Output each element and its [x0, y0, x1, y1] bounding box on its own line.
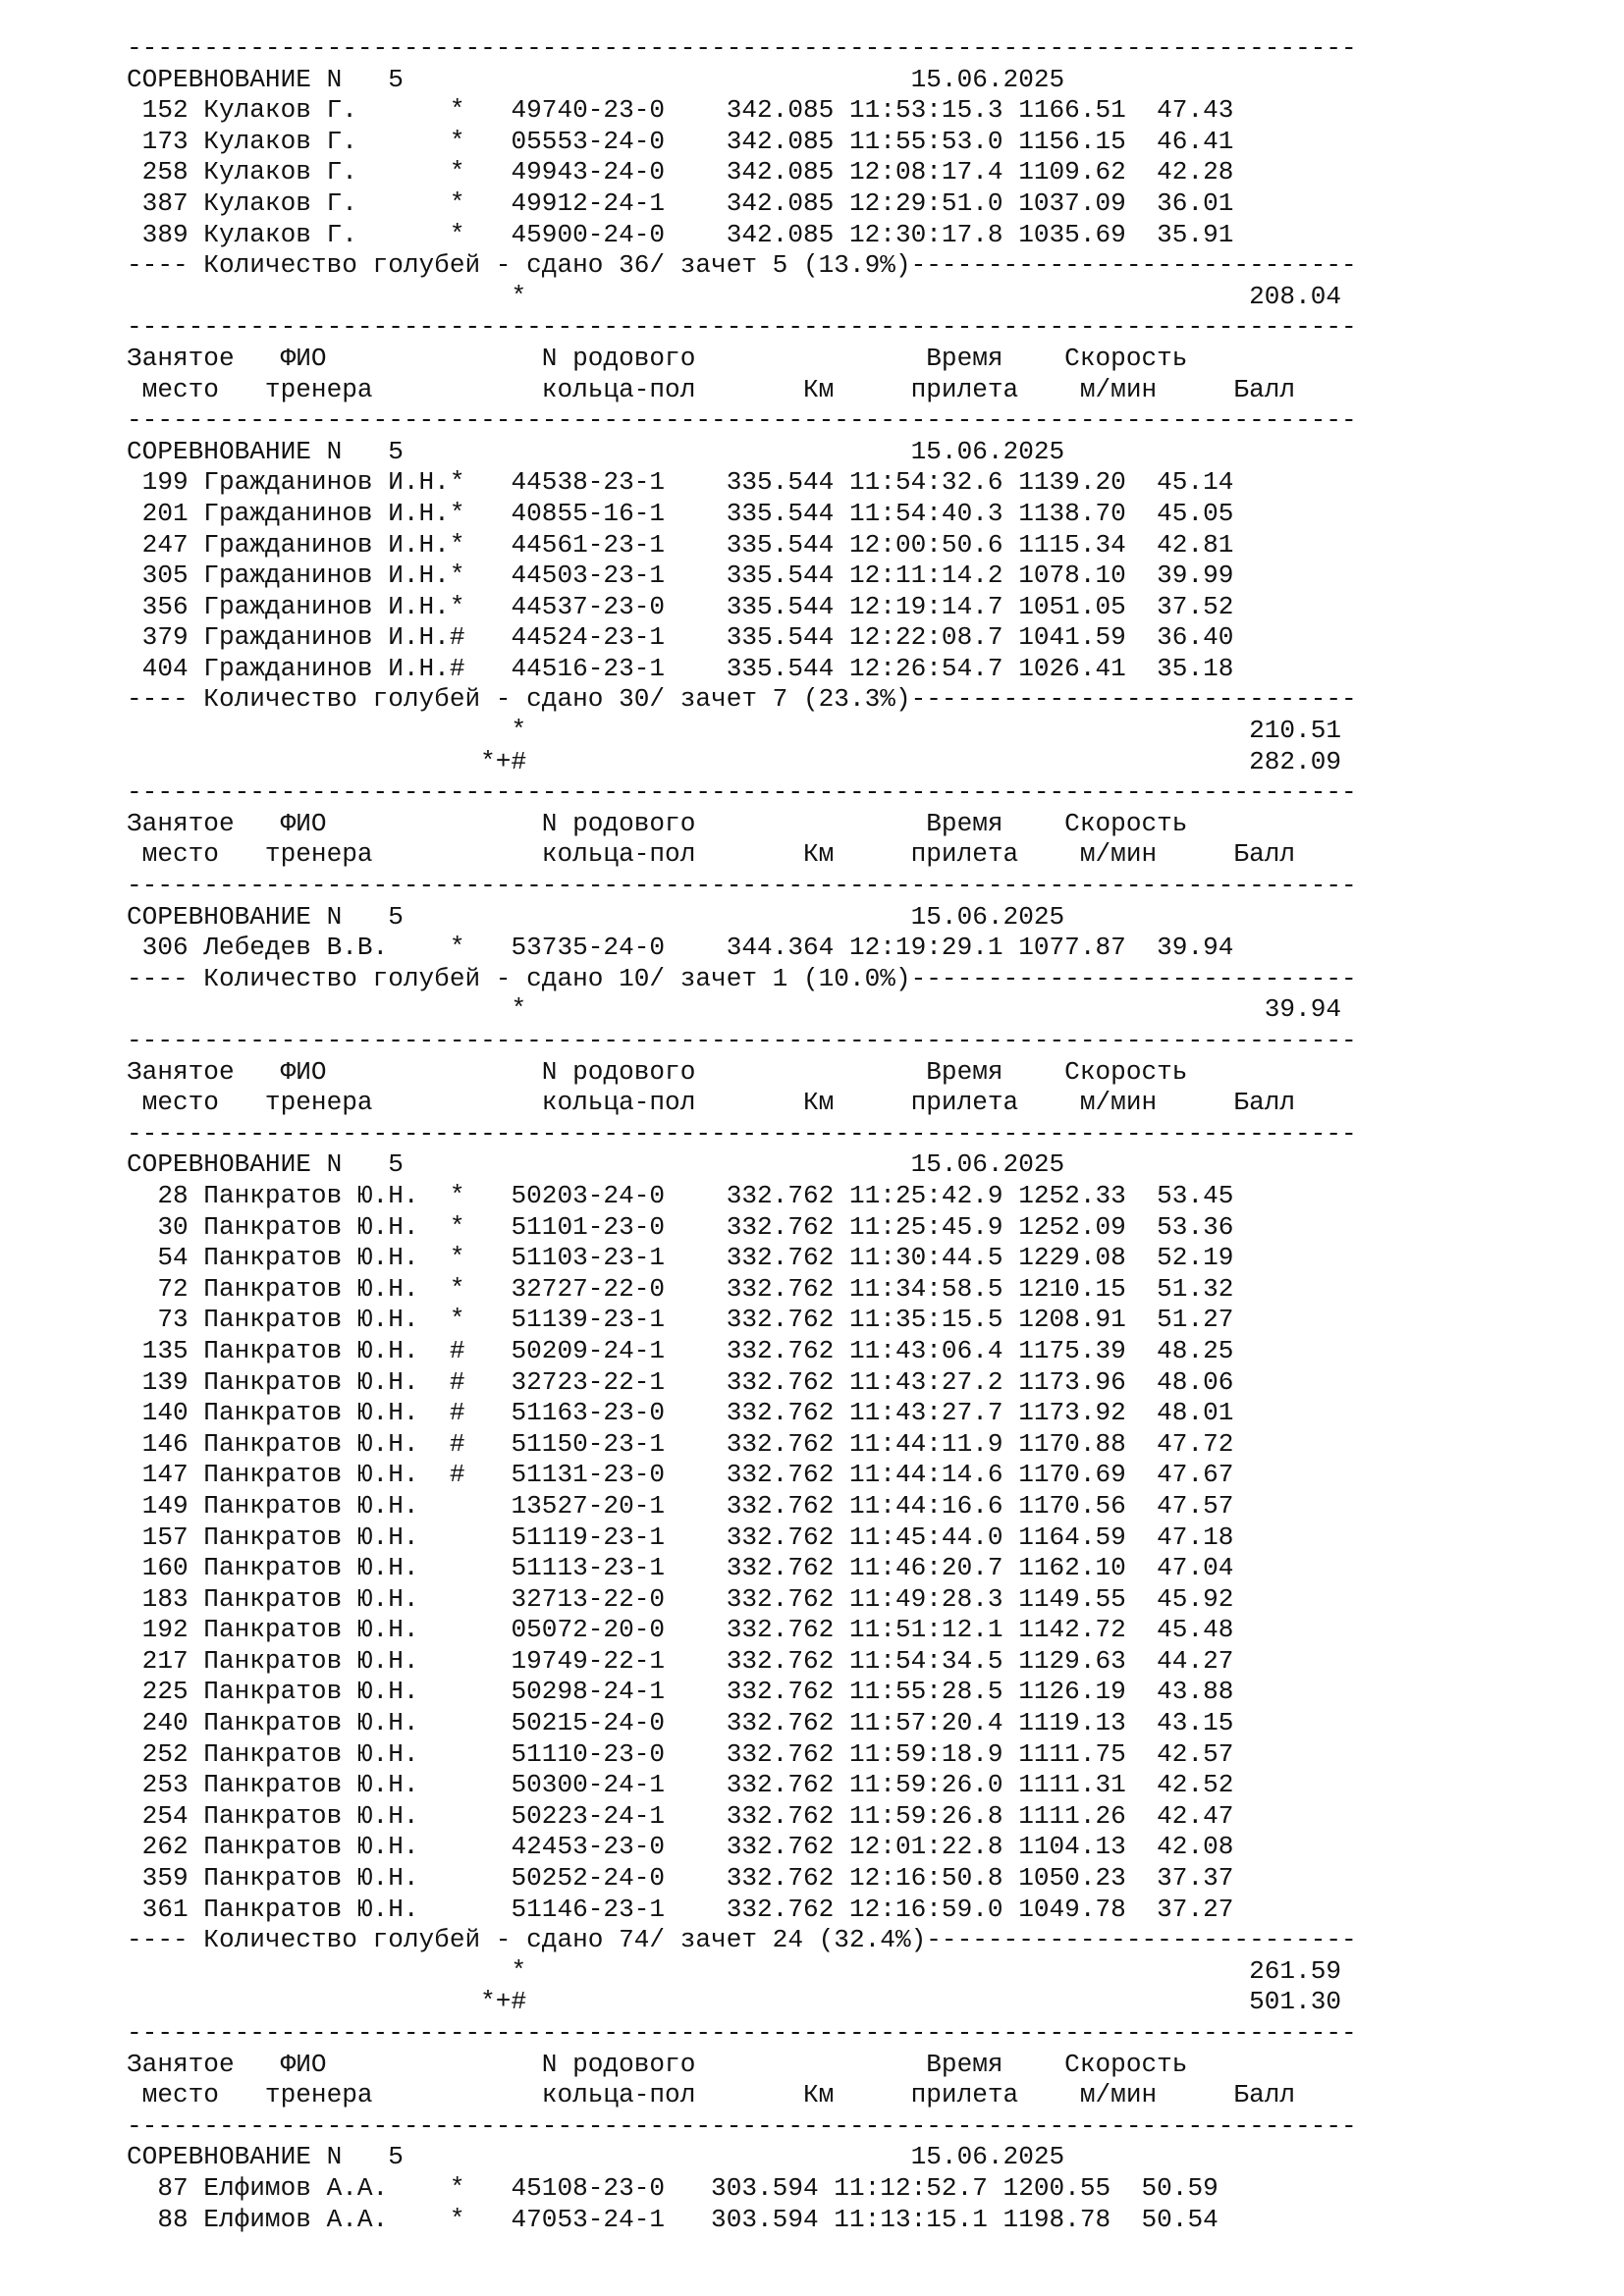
points-total-line: * 261.59: [127, 1955, 1342, 1986]
result-row: 147 Панкратов Ю.Н. # 51131-23-0 332.762 11:44:14.6 1170.69 47.67: [127, 1460, 1234, 1490]
result-row: 247 Гражданинов И.Н.* 44561-23-1 335.544 12:00:50.6 1115.34 42.81: [127, 529, 1234, 560]
column-header-row: место тренера кольца-пол Км прилета м/мин Балл: [127, 1088, 1296, 1118]
competition-header: СОРЕВНОВАНИЕ N 5 15.06.2025: [127, 1149, 1065, 1180]
separator-line: --------------------------------------------------------------------------------: [127, 1118, 1357, 1148]
separator-line: --------------------------------------------------------------------------------: [127, 312, 1357, 343]
column-header-row: Занятое ФИО N родового Время Скорость: [127, 343, 1188, 373]
result-row: 252 Панкратов Ю.Н. 51110-23-0 332.762 11:59:18.9 1111.75 42.57: [127, 1738, 1234, 1769]
result-row: 262 Панкратов Ю.Н. 42453-23-0 332.762 12:01:22.8 1104.13 42.08: [127, 1832, 1234, 1862]
separator-line: --------------------------------------------------------------------------------: [127, 33, 1357, 63]
competition-header: СОРЕВНОВАНИЕ N 5 15.06.2025: [127, 436, 1065, 466]
separator-line: --------------------------------------------------------------------------------: [127, 777, 1357, 808]
result-row: 183 Панкратов Ю.Н. 32713-22-0 332.762 11:49:28.3 1149.55 45.92: [127, 1583, 1234, 1614]
points-total-line: * 210.51: [127, 716, 1342, 746]
points-total-line: *+# 282.09: [127, 746, 1342, 776]
result-row: 253 Панкратов Ю.Н. 50300-24-1 332.762 11:59:26.0 1111.31 42.52: [127, 1770, 1234, 1800]
result-row: 173 Кулаков Г. * 05553-24-0 342.085 11:55:53.0 1156.15 46.41: [127, 126, 1234, 156]
summary-line: ---- Количество голубей - сдано 74/ зачет 24 (32.4%)----------------------------: [127, 1925, 1357, 1955]
result-row: 258 Кулаков Г. * 49943-24-0 342.085 12:08:17.4 1109.62 42.28: [127, 157, 1234, 187]
result-row: 254 Панкратов Ю.Н. 50223-24-1 332.762 11:59:26.8 1111.26 42.47: [127, 1800, 1234, 1831]
result-row: 305 Гражданинов И.Н.* 44503-23-1 335.544 12:11:14.2 1078.10 39.99: [127, 561, 1234, 591]
result-row: 54 Панкратов Ю.Н. * 51103-23-1 332.762 11:30:44.5 1229.08 52.19: [127, 1243, 1234, 1273]
result-row: 389 Кулаков Г. * 45900-24-0 342.085 12:30:17.8 1035.69 35.91: [127, 219, 1234, 249]
column-header-row: Занятое ФИО N родового Время Скорость: [127, 1056, 1188, 1087]
column-header-row: место тренера кольца-пол Км прилета м/мин Балл: [127, 374, 1296, 404]
result-row: 359 Панкратов Ю.Н. 50252-24-0 332.762 12:16:50.8 1050.23 37.37: [127, 1863, 1234, 1894]
result-row: 240 Панкратов Ю.Н. 50215-24-0 332.762 11:57:20.4 1119.13 43.15: [127, 1708, 1234, 1738]
result-row: 192 Панкратов Ю.Н. 05072-20-0 332.762 11:51:12.1 1142.72 45.48: [127, 1615, 1234, 1645]
result-row: 73 Панкратов Ю.Н. * 51139-23-1 332.762 11:35:15.5 1208.91 51.27: [127, 1305, 1234, 1335]
result-row: 379 Гражданинов И.Н.# 44524-23-1 335.544 12:22:08.7 1041.59 36.40: [127, 622, 1234, 653]
result-row: 72 Панкратов Ю.Н. * 32727-22-0 332.762 11:34:58.5 1210.15 51.32: [127, 1273, 1234, 1304]
separator-line: --------------------------------------------------------------------------------: [127, 2018, 1357, 2048]
results-report: [127, 33, 1357, 2235]
result-row: 404 Гражданинов И.Н.# 44516-23-1 335.544 12:26:54.7 1026.41 35.18: [127, 653, 1234, 683]
column-header-row: место тренера кольца-пол Км прилета м/мин Балл: [127, 839, 1296, 870]
result-row: 306 Лебедев В.В. * 53735-24-0 344.364 12:19:29.1 1077.87 39.94: [127, 933, 1234, 963]
separator-line: --------------------------------------------------------------------------------: [127, 2110, 1357, 2141]
result-row: 135 Панкратов Ю.Н. # 50209-24-1 332.762 11:43:06.4 1175.39 48.25: [127, 1335, 1234, 1365]
result-row: 356 Гражданинов И.Н.* 44537-23-0 335.544 12:19:14.7 1051.05 37.52: [127, 591, 1234, 621]
points-total-line: * 208.04: [127, 281, 1342, 311]
points-total-line: *+# 501.30: [127, 1987, 1342, 2017]
result-row: 146 Панкратов Ю.Н. # 51150-23-1 332.762 11:44:11.9 1170.88 47.72: [127, 1428, 1234, 1459]
result-row: 217 Панкратов Ю.Н. 19749-22-1 332.762 11:54:34.5 1129.63 44.27: [127, 1645, 1234, 1676]
competition-header: СОРЕВНОВАНИЕ N 5 15.06.2025: [127, 901, 1065, 932]
result-row: 149 Панкратов Ю.Н. 13527-20-1 332.762 11:44:16.6 1170.56 47.57: [127, 1490, 1234, 1521]
points-total-line: * 39.94: [127, 994, 1342, 1025]
separator-line: --------------------------------------------------------------------------------: [127, 405, 1357, 436]
result-row: 88 Елфимов А.А. * 47053-24-1 303.594 11:13:15.1 1198.78 50.54: [127, 2204, 1218, 2234]
column-header-row: Занятое ФИО N родового Время Скорость: [127, 808, 1188, 838]
column-header-row: Занятое ФИО N родового Время Скорость: [127, 2049, 1188, 2079]
result-row: 157 Панкратов Ю.Н. 51119-23-1 332.762 11:45:44.0 1164.59 47.18: [127, 1522, 1234, 1552]
result-row: 28 Панкратов Ю.Н. * 50203-24-0 332.762 11:25:42.9 1252.33 53.45: [127, 1180, 1234, 1210]
result-row: 139 Панкратов Ю.Н. # 32723-22-1 332.762 11:43:27.2 1173.96 48.06: [127, 1366, 1234, 1397]
summary-line: ---- Количество голубей - сдано 10/ зачет 1 (10.0%)-----------------------------: [127, 963, 1357, 993]
separator-line: --------------------------------------------------------------------------------: [127, 1026, 1357, 1055]
competition-header: СОРЕВНОВАНИЕ N 5 15.06.2025: [127, 64, 1065, 94]
result-row: 199 Гражданинов И.Н.* 44538-23-1 335.544 11:54:32.6 1139.20 45.14: [127, 467, 1234, 498]
result-row: 30 Панкратов Ю.Н. * 51101-23-0 332.762 11:25:45.9 1252.09 53.36: [127, 1211, 1234, 1242]
result-row: 225 Панкратов Ю.Н. 50298-24-1 332.762 11:55:28.5 1126.19 43.88: [127, 1677, 1234, 1707]
result-row: 201 Гражданинов И.Н.* 40855-16-1 335.544 11:54:40.3 1138.70 45.05: [127, 498, 1234, 528]
result-row: 152 Кулаков Г. * 49740-23-0 342.085 11:53:15.3 1166.51 47.43: [127, 95, 1234, 126]
separator-line: --------------------------------------------------------------------------------: [127, 871, 1357, 901]
competition-header: СОРЕВНОВАНИЕ N 5 15.06.2025: [127, 2142, 1065, 2172]
result-row: 87 Елфимов А.А. * 45108-23-0 303.594 11:12:52.7 1200.55 50.59: [127, 2172, 1218, 2203]
result-row: 140 Панкратов Ю.Н. # 51163-23-0 332.762 11:43:27.7 1173.92 48.01: [127, 1398, 1234, 1428]
result-row: 387 Кулаков Г. * 49912-24-1 342.085 12:29:51.0 1037.09 36.01: [127, 187, 1234, 218]
result-row: 160 Панкратов Ю.Н. 51113-23-1 332.762 11:46:20.7 1162.10 47.04: [127, 1553, 1234, 1583]
result-row: 361 Панкратов Ю.Н. 51146-23-1 332.762 12:16:59.0 1049.78 37.27: [127, 1894, 1234, 1924]
summary-line: ---- Количество голубей - сдано 30/ зачет 7 (23.3%)-----------------------------: [127, 684, 1357, 715]
column-header-row: место тренера кольца-пол Км прилета м/мин Балл: [127, 2080, 1296, 2110]
summary-line: ---- Количество голубей - сдано 36/ зачет 5 (13.9%)-----------------------------: [127, 250, 1357, 281]
